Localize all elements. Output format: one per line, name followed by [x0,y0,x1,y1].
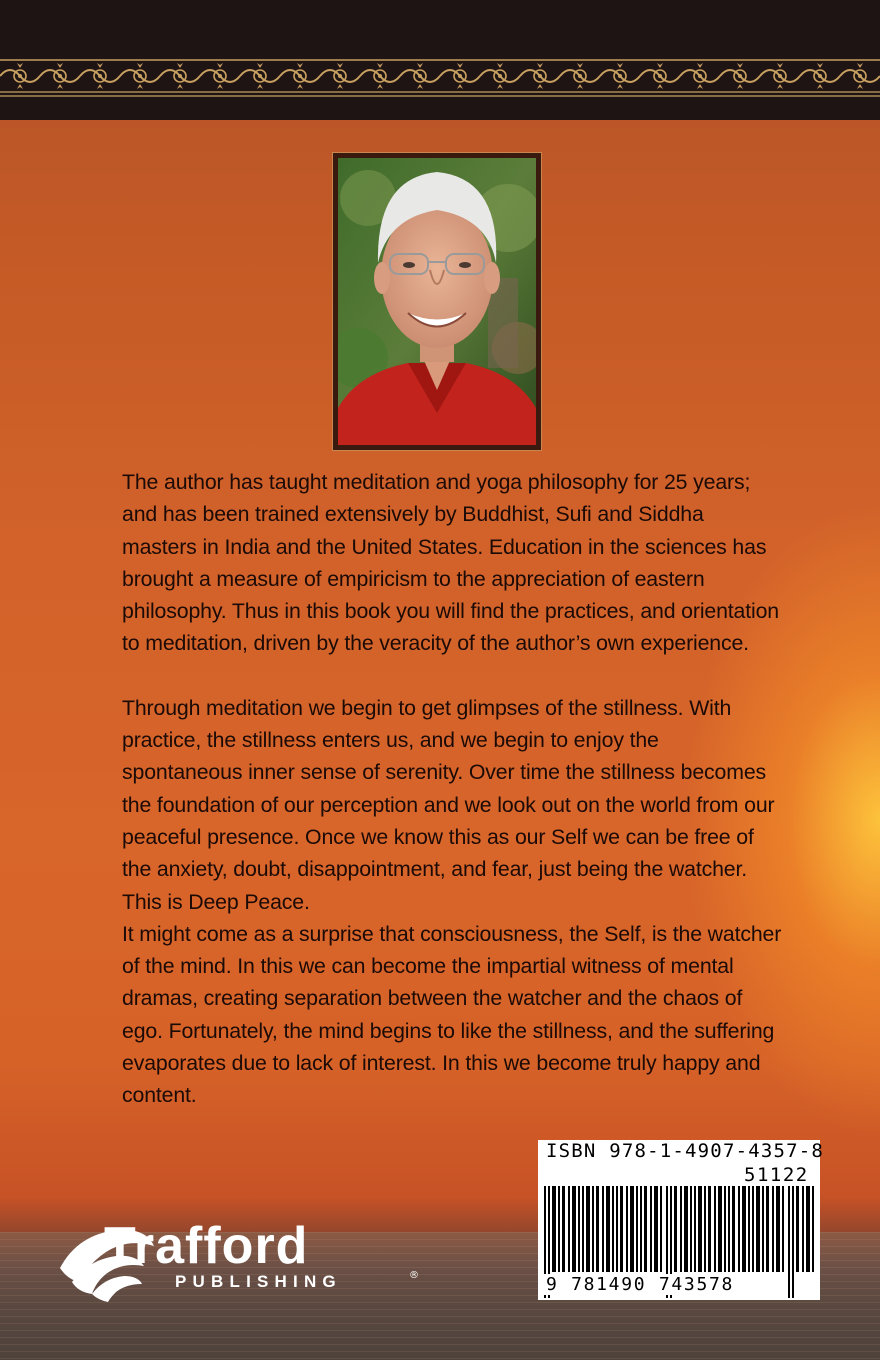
price-code: 51122 [744,1164,809,1186]
publisher-subtitle: PUBLISHING [175,1272,342,1291]
description-paragraph: The author has taught meditation and yoga philosophy for 25 years; and has been trained extensively by Buddhist, Sufi and Siddha masters in India and the United States. Education in the sciences has brought a measure of empiricism to the appreciation of eastern philosophy. Thus in this book you will find the practices, and orientation to meditation, driven by the veracity of the author’s own experience. [122,470,779,656]
ean-digits: 9 781490 743578 [546,1274,735,1295]
isbn-barcode [538,1140,825,1300]
publisher-name: Trafford [104,1217,309,1275]
description-paragraph: Through meditation we begin to get glimpses of the stillness. With practice, the stillness enters us, and we begin to enjoy the spontaneous inner sense of serenity. Over time the stillness becomes the foundation of our perception and we look out on the world from our peaceful presence. Once we know this as our Self we can be free of the anxiety, doubt, disappointment, and fear, just being the watcher. This is Deep Peace. [122,695,775,914]
description-paragraph: It might come as a surprise that consciousness, the Self, is the watcher of the mind. In this we can become the impartial witness of mental dramas, creating separation between the watcher and the chaos of ego. Fortunately, the mind begins to like the stillness, and the suffering evaporates due to lack of interest. In this we become truly happy and content. [122,921,782,1108]
registered-mark: ® [409,1270,419,1281]
isbn-label: ISBN 978-1-4907-4357-8 [546,1140,825,1162]
author-portrait-icon [338,158,536,445]
ornamental-border-icon [0,58,880,98]
description-text [122,466,782,1112]
